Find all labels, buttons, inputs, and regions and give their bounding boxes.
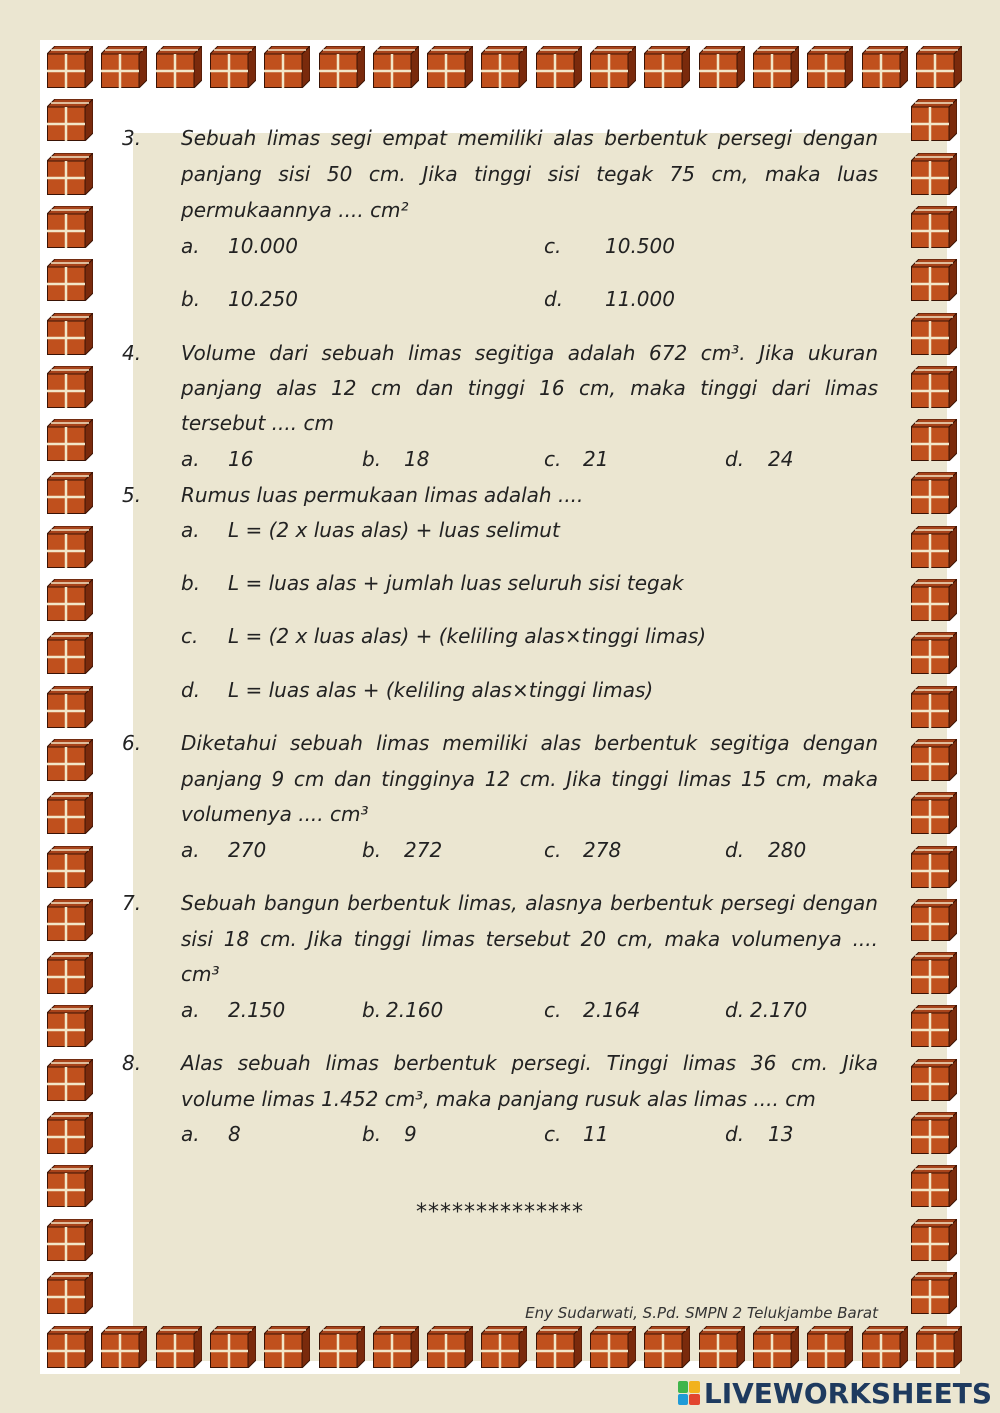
question-4-number: 4.: [122, 341, 142, 365]
question-7-line: cm³: [181, 962, 220, 986]
brand-name: LIVEWORKSHEETS: [703, 1376, 992, 1410]
option-b[interactable]: b. 9: [362, 1122, 417, 1146]
question-5-line: Rumus luas permukaan limas adalah ....: [181, 483, 584, 507]
option-c[interactable]: c. 278: [544, 838, 622, 862]
option-a[interactable]: a. L = (2 x luas alas) + luas selimut: [181, 518, 560, 542]
author-footer: Eny Sudarwati, S.Pd. SMPN 2 Telukjambe Barat: [525, 1304, 878, 1322]
option-a[interactable]: a. 270: [181, 838, 267, 862]
question-4-line: Volume dari sebuah limas segitiga adalah 672 cm³. Jika ukuran: [181, 341, 878, 365]
question-6-line: volumenya .... cm³: [181, 802, 369, 826]
option-d[interactable]: d. 13: [725, 1122, 794, 1146]
question-7-number: 7.: [122, 891, 142, 915]
liveworksheets-icon: [678, 1381, 700, 1405]
option-a[interactable]: a. 16: [181, 447, 254, 471]
question-6-number: 6.: [122, 731, 142, 755]
question-8-number: 8.: [122, 1051, 142, 1075]
question-6-line: panjang 9 cm dan tingginya 12 cm. Jika tinggi limas 15 cm, maka: [181, 767, 878, 791]
liveworksheets-logo[interactable]: [678, 1374, 992, 1412]
option-a[interactable]: a. 8: [181, 1122, 241, 1146]
question-8-line: volume limas 1.452 cm³, maka panjang rusuk alas limas .... cm: [181, 1087, 816, 1111]
option-b[interactable]: b. 10.250: [181, 287, 298, 311]
question-7-line: sisi 18 cm. Jika tinggi limas tersebut 20 cm, maka volumenya ....: [181, 927, 878, 951]
question-3-line: panjang sisi 50 cm. Jika tinggi sisi tegak 75 cm, maka luas: [181, 162, 878, 186]
option-d[interactable]: d. 2.170: [725, 998, 808, 1022]
question-3-line: Sebuah limas segi empat memiliki alas berbentuk persegi dengan: [181, 126, 878, 150]
option-c[interactable]: c. L = (2 x luas alas) + (keliling alas×tinggi limas): [181, 624, 707, 648]
question-3-line: permukaannya .... cm²: [181, 198, 409, 222]
option-c[interactable]: c. 10.500: [544, 234, 675, 258]
option-d[interactable]: d. 24: [725, 447, 794, 471]
option-b[interactable]: b. L = luas alas + jumlah luas seluruh sisi tegak: [181, 571, 684, 595]
option-d[interactable]: d. 280: [725, 838, 807, 862]
option-b[interactable]: b. 272: [362, 838, 443, 862]
option-c[interactable]: c. 2.164: [544, 998, 641, 1022]
question-8-line: Alas sebuah limas berbentuk persegi. Tinggi limas 36 cm. Jika: [181, 1051, 878, 1075]
question-4-line: tersebut .... cm: [181, 411, 334, 435]
option-c[interactable]: c. 21: [544, 447, 609, 471]
question-5-number: 5.: [122, 483, 142, 507]
question-3-number: 3.: [122, 126, 142, 150]
option-a[interactable]: a. 10.000: [181, 234, 298, 258]
option-b[interactable]: b. 18: [362, 447, 430, 471]
question-7-line: Sebuah bangun berbentuk limas, alasnya berbentuk persegi dengan: [181, 891, 878, 915]
option-d[interactable]: d. L = luas alas + (keliling alas×tinggi limas): [181, 678, 654, 702]
separator: **************: [416, 1200, 584, 1225]
option-d[interactable]: d. 11.000: [544, 287, 675, 311]
question-6-line: Diketahui sebuah limas memiliki alas berbentuk segitiga dengan: [181, 731, 878, 755]
option-c[interactable]: c. 11: [544, 1122, 609, 1146]
option-b[interactable]: b. 2.160: [362, 998, 444, 1022]
option-a[interactable]: a. 2.150: [181, 998, 286, 1022]
question-4-line: panjang alas 12 cm dan tinggi 16 cm, maka tinggi dari limas: [181, 376, 878, 400]
